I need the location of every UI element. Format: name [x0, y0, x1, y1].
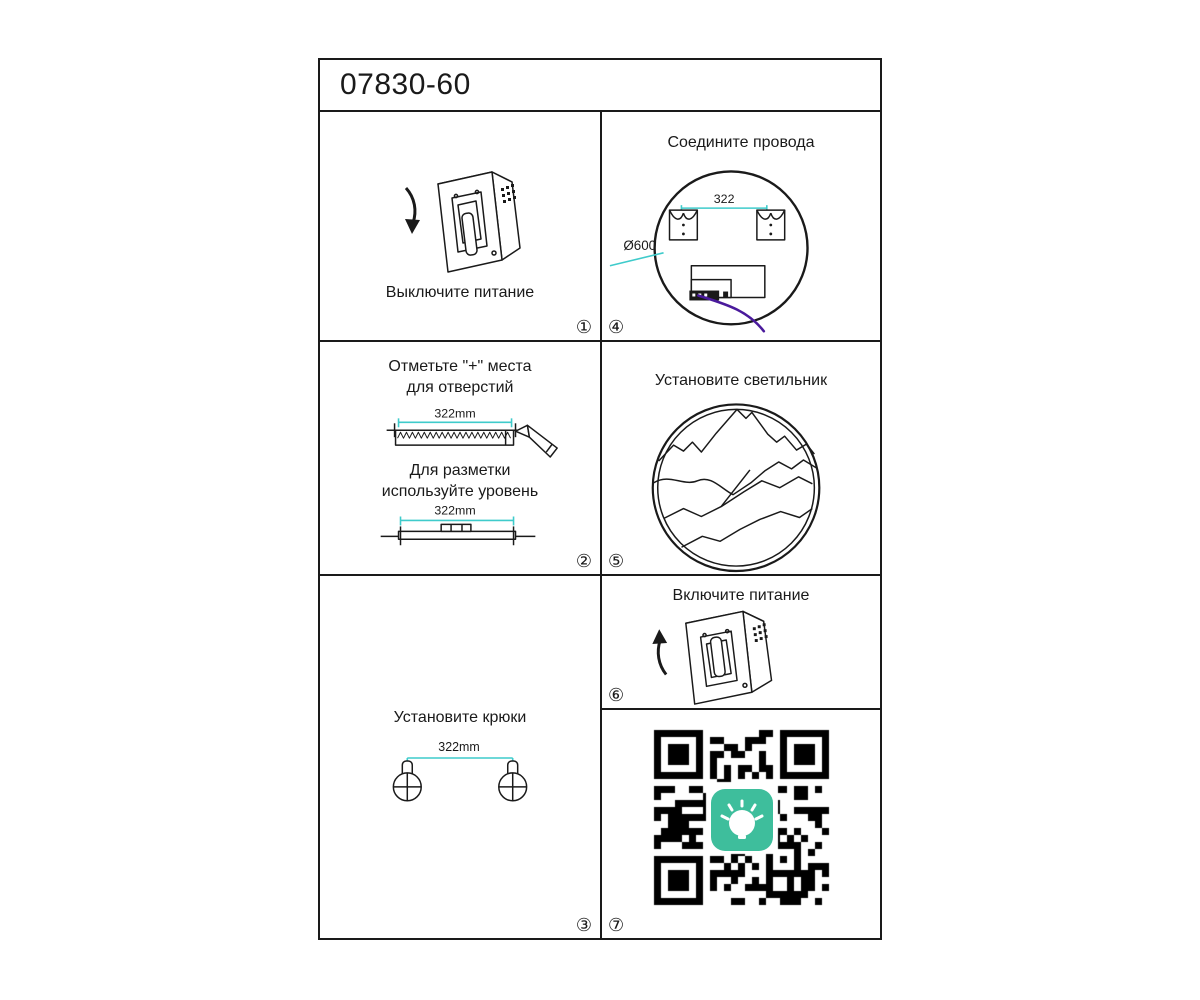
- step1-number: ①: [575, 317, 592, 338]
- step2-number: ②: [575, 551, 592, 572]
- step5-panel: [600, 340, 880, 574]
- step4-panel: [600, 112, 880, 340]
- step6-number: ⑥: [608, 685, 625, 706]
- step1-panel: [320, 112, 600, 340]
- pencil-icon: [516, 425, 558, 457]
- mount-bracket-left: [670, 210, 698, 240]
- mountain-pattern: [654, 409, 817, 547]
- hook-right: [499, 761, 527, 801]
- step3-number: ③: [575, 915, 592, 936]
- step2-note: Для разметки используйте уровень: [381, 462, 539, 500]
- hooks-drawing: [320, 576, 600, 938]
- instruction-sheet: [318, 58, 882, 940]
- spirit-level: [381, 524, 536, 545]
- step1-caption: Выключите питание: [385, 284, 535, 301]
- svg-text:322mm: 322mm: [434, 406, 476, 421]
- ceiling-circle-drawing: [602, 112, 880, 340]
- step5-number: ⑤: [608, 551, 625, 572]
- down-arrow-icon: [405, 188, 420, 234]
- step4-title: Соедините провода: [667, 134, 815, 151]
- marking-drawing: [320, 342, 600, 574]
- step7-panel: [600, 708, 880, 938]
- supply-wire: [698, 296, 764, 332]
- up-arrow-icon: [652, 629, 667, 674]
- svg-text:322mm: 322mm: [434, 503, 476, 518]
- breaker-on-drawing: [602, 576, 880, 708]
- breaker-box: [686, 611, 772, 704]
- step4-number: ④: [608, 317, 625, 338]
- model-title: 07830-60: [320, 60, 880, 112]
- lightbulb-app-icon: [711, 789, 773, 851]
- breaker-box: [438, 172, 520, 272]
- hooks-dimension: [407, 740, 512, 764]
- breaker-off-drawing: [320, 112, 600, 340]
- step3-caption: Установите крюки: [393, 709, 527, 726]
- ruler: [396, 430, 514, 445]
- ruler-dimension: [399, 406, 512, 427]
- step3-panel: [320, 574, 600, 938]
- svg-text:Ø600: Ø600: [623, 237, 657, 253]
- step6-title: Включите питание: [672, 587, 810, 604]
- step2-title: Отметьте "+" места для отверстий: [388, 358, 532, 396]
- step6-panel: [600, 574, 880, 708]
- hook-left: [393, 761, 421, 801]
- svg-text:322mm: 322mm: [438, 740, 480, 755]
- level-dimension: [401, 504, 514, 526]
- svg-text:322: 322: [713, 192, 735, 207]
- luminaire-drawing: [602, 342, 880, 574]
- step7-number: ⑦: [608, 915, 625, 936]
- step5-title: Установите светильник: [654, 372, 828, 389]
- step2-panel: [320, 340, 600, 574]
- mount-bracket-right: [757, 210, 785, 240]
